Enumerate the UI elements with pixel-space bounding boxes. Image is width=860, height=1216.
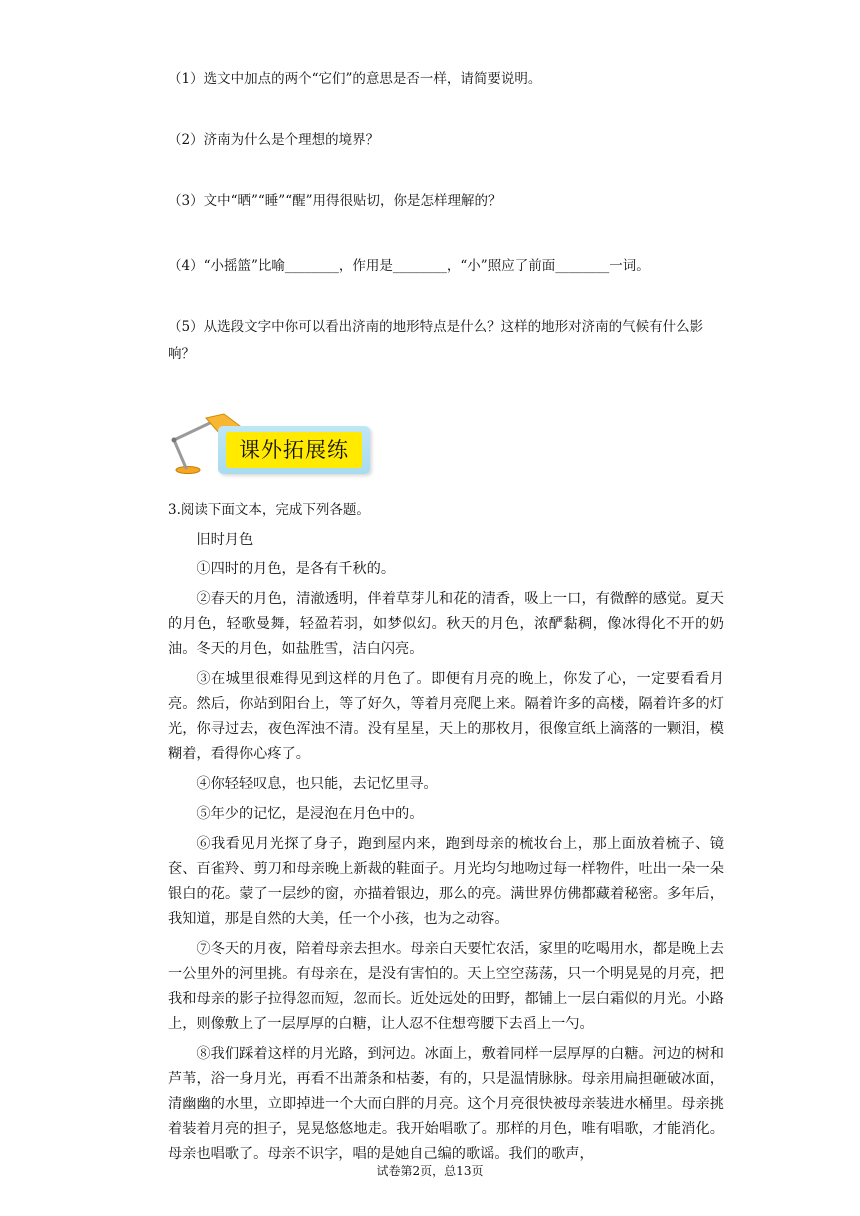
question-2: （2）济南为什么是个理想的境界？: [168, 132, 380, 148]
question-3: （3）文中“晒”“睡”“醒”用得很贴切，你是怎样理解的？: [168, 193, 502, 209]
exercise-intro: 3.阅读下面文本，完成下列各题。: [168, 502, 370, 518]
question-1: （1）选文中加点的两个“它们”的意思是否一样，请简要说明。: [168, 71, 542, 87]
paragraph-1: ①四时的月色，是各有千秋的。: [196, 561, 396, 577]
paragraph-6: ⑥我看见月光探了身子，跑到屋内来，跑到母亲的梳妆台上，那上面放着梳子、镜奁、百雀羚、剪刀和母亲晚上新裁的鞋面子。月光均匀地吻过每一样物件，吐出一朵一朵银白的花。蒙了一层纱的窗，亦描着银边，那么的亮。满世界仿佛都藏着秘密。多年后，我知道，那是自然的大美，任一个小孩，也为之动容。: [168, 836, 724, 927]
paragraph-8: ⑧我们踩着这样的月光路，到河边。冰面上，敷着同样一层厚厚的白糖。河边的树和芦苇，浴一身月光，再看不出萧条和枯萎，有的，只是温情脉脉。母亲用扁担砸破冰面，清幽幽的水里，立即掉进一个大而白胖的月亮。这个月亮很快被母亲装进水桶里。母亲挑着装着月亮的担子，晃晃悠悠地走。我开始唱歌了。那样的月色，唯有唱歌，才能消化。母亲也唱歌了。母亲不识字，唱的是她自己编的歌谣。我们的歌声，: [168, 1046, 724, 1162]
banner-label: 课外拓展练: [226, 432, 362, 468]
reading-passage: [168, 528, 724, 1172]
paragraph-2: ②春天的月色，清澈透明，伴着草芽儿和花的清香，吸上一口，有微醉的感觉。夏天的月色，轻歌曼舞，轻盈若羽，如梦似幻。秋天的月色，浓酽黏稠，像冰得化不开的奶油。冬天的月色，如盐胜雪，洁白闪亮。: [168, 591, 724, 657]
paragraph-5: ⑤年少的记忆，是浸泡在月色中的。: [196, 806, 424, 822]
paragraph-4: ④你轻轻叹息，也只能，去记忆里寻。: [196, 776, 438, 792]
question-4: （4）“小摇篮”比喻________，作用是________，“小”照应了前面________一词。: [168, 258, 650, 274]
question-5: （5）从选段文字中你可以看出济南的地形特点是什么？这样的地形对济南的气候有什么影响？: [168, 319, 704, 362]
section-banner: [162, 412, 372, 478]
paragraph-3: ③在城里很难得见到这样的月色了。即便有月亮的晚上，你发了心，一定要看看月亮。然后，你站到阳台上，等了好久，等着月亮爬上来。隔着许多的高楼，隔着许多的灯光，你寻过去，夜色浑浊不清。没有星星，天上的那枚月，很像宣纸上滴落的一颗泪，模糊着，看得你心疼了。: [168, 671, 724, 762]
banner-frame: [218, 426, 370, 474]
paragraph-7: ⑦冬天的月夜，陪着母亲去担水。母亲白天要忙农活，家里的吃喝用水，都是晚上去一公里外的河里挑。有母亲在，是没有害怕的。天上空空荡荡，只一个明晃晃的月亮，把我和母亲的影子拉得忽而短，忽而长。近处远处的田野，都铺上一层白霜似的月光。小路上，则像敷上了一层厚厚的白糖，让人忍不住想弯腰下去舀上一勺。: [168, 941, 724, 1032]
page-footer: 试卷第2页，总13页: [376, 1164, 484, 1178]
passage-title: 旧时月色: [196, 532, 254, 548]
